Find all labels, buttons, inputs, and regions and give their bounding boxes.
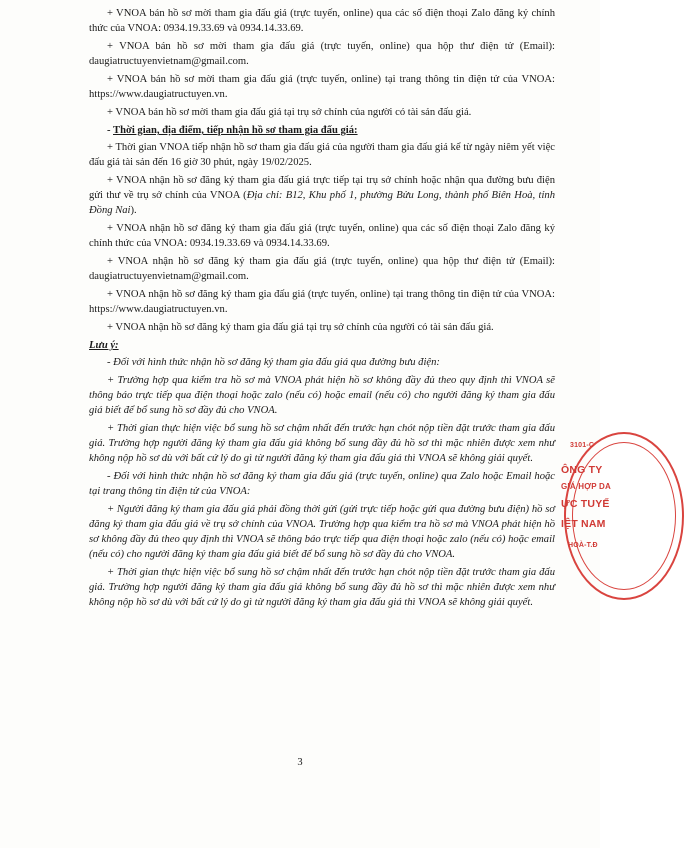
paragraph-email-sale: + VNOA bán hồ sơ mời tham gia đấu giá (trực tuyến, online) qua hộp thư điện tử (Email): daugiatructuyenvietnam@gmail.com. — [89, 41, 555, 67]
stamp-text-line1: 3101-C — [570, 442, 595, 449]
paragraph-zalo-sale: + VNOA bán hồ sơ mời tham gia đấu giá (trực tuyến, online) qua các số điện thoại Zalo đăng ký chính thức của VNOA: 0934.19.33.69 và 0934.14.33.69. — [89, 8, 555, 34]
stamp-text-line4: ỰC TUYẾ — [561, 498, 610, 510]
paragraph-web-sale: + VNOA bán hồ sơ mời tham gia đấu giá (trực tuyến, online) tại trang thông tin điện tử của VNOA: https://www.daugiatructuyen.vn. — [89, 74, 555, 100]
stamp-text-line2: ÔNG TY — [561, 464, 603, 476]
note-online-check: + Người đăng ký tham gia đấu giá phải đồng thời gửi (gửi trực tiếp hoặc gửi qua đường bưu điện) hồ sơ đăng ký tham gia đấu giá về trụ sở chính của VNOA. Trường hợp qua kiểm tra hồ sơ mà VNOA phát hiện hồ sơ không đầy đủ theo quy định thì VNOA sẽ thông báo trực tiếp qua điện thoại hoặc zalo (nếu có) hoặc email (nếu có) cho người đăng ký tham gia đấu giá biết để bổ sung hồ sơ đầy đủ cho VNOA. — [89, 504, 555, 560]
note-online-intro: - Đối với hình thức nhận hồ sơ đăng ký tham gia đấu giá (trực tuyến, online) qua Zalo hoặc Email hoặc tại trang thông tin điện tử của VNOA: — [89, 471, 555, 497]
heading-prefix: - — [107, 125, 113, 136]
post-receipt-address: Địa chỉ: B12, Khu phố 1, phường Bửu Long, thành phố Biên Hoà, tỉnh Đồng Nai — [89, 190, 556, 216]
paragraph-zalo-receipt: + VNOA nhận hồ sơ đăng ký tham gia đấu giá (trực tuyến, online) qua các số điện thoại Zalo đăng ký chính thức của VNOA: 0934.19.33.69 và 0934.14.33.69. — [89, 223, 555, 249]
paragraph-web-receipt: + VNOA nhận hồ sơ đăng ký tham gia đấu giá (trực tuyến, online) tại trang thông tin điện tử của VNOA: https://www.daugiatructuyen.vn. — [89, 289, 555, 315]
document-body — [89, 6, 555, 613]
stamp-text-line6: HOÀ-T.Đ — [568, 542, 598, 549]
note-post-deadline: + Thời gian thực hiện việc bổ sung hồ sơ chậm nhất đến trước hạn chót nộp tiền đặt trước tham gia đấu giá. Trường hợp người đăng ký tham gia đấu giá không bổ sung đầy đủ hồ sơ thì mặc nhiên được xem như không nộp hồ sơ dù với bất cứ lý do gì từ người đăng ký tham gia đấu giá thì VNOA sẽ không giải quyết. — [89, 423, 555, 464]
section-heading — [89, 123, 555, 138]
post-receipt-end: ). — [130, 205, 137, 216]
post-receipt-main: + VNOA nhận hồ sơ đăng ký tham gia đấu giá trực tiếp tại trụ sở chính hoặc nhận qua đường bưu điện gửi thư về trụ sở chính của VNOA ( — [89, 175, 555, 201]
paragraph-email-receipt: + VNOA nhận hồ sơ đăng ký tham gia đấu giá (trực tuyến, online) qua hộp thư điện tử (Email): daugiatructuyenvietnam@gmail.com. — [89, 256, 555, 282]
paragraph-post-receipt — [89, 173, 555, 218]
heading-text: Thời gian, địa điểm, tiếp nhận hồ sơ tham gia đấu giá: — [113, 125, 358, 136]
page-number: 3 — [297, 757, 303, 768]
company-stamp — [558, 428, 612, 604]
note-post-check: + Trường hợp qua kiểm tra hồ sơ mà VNOA phát hiện hồ sơ không đầy đủ theo quy định thì VNOA sẽ thông báo trực tiếp qua điện thoại hoặc zalo (nếu có) hoặc email (nếu có) cho người đăng ký tham gia đấu giá biết để bổ sung hồ sơ đầy đủ cho VNOA. — [89, 375, 555, 416]
paragraph-office-receipt: + VNOA nhận hồ sơ đăng ký tham gia đấu giá tại trụ sở chính của người có tài sản đấu giá. — [107, 322, 494, 333]
note-post-intro: - Đối với hình thức nhận hồ sơ đăng ký tham gia đấu giá qua đường bưu điện: — [107, 357, 440, 368]
stamp-text-line3: GIÁ HỢP DA — [561, 482, 612, 491]
paragraph-receipt-time: + Thời gian VNOA tiếp nhận hồ sơ tham gia đấu giá của người tham gia đấu giá kể từ ngày niêm yết việc đấu giá tài sản đến 16 giờ 30 phút, ngày 19/02/2025. — [89, 142, 555, 168]
note-title: Lưu ý: — [89, 340, 119, 351]
note-online-deadline: + Thời gian thực hiện việc bổ sung hồ sơ chậm nhất đến trước hạn chót nộp tiền đặt trước tham gia đấu giá. Trường hợp người đăng ký tham gia đấu giá không bổ sung đầy đủ hồ sơ thì mặc nhiên được xem như không nộp hồ sơ dù với bất cứ lý do gì từ người đăng ký tham gia đấu giá thì VNOA sẽ không giải quyết. — [89, 567, 555, 608]
stamp-text-line5: IỆT NAM — [561, 518, 606, 530]
paragraph-office-sale: + VNOA bán hồ sơ mời tham gia đấu giá tại trụ sở chính của người có tài sản đấu giá. — [107, 107, 472, 118]
